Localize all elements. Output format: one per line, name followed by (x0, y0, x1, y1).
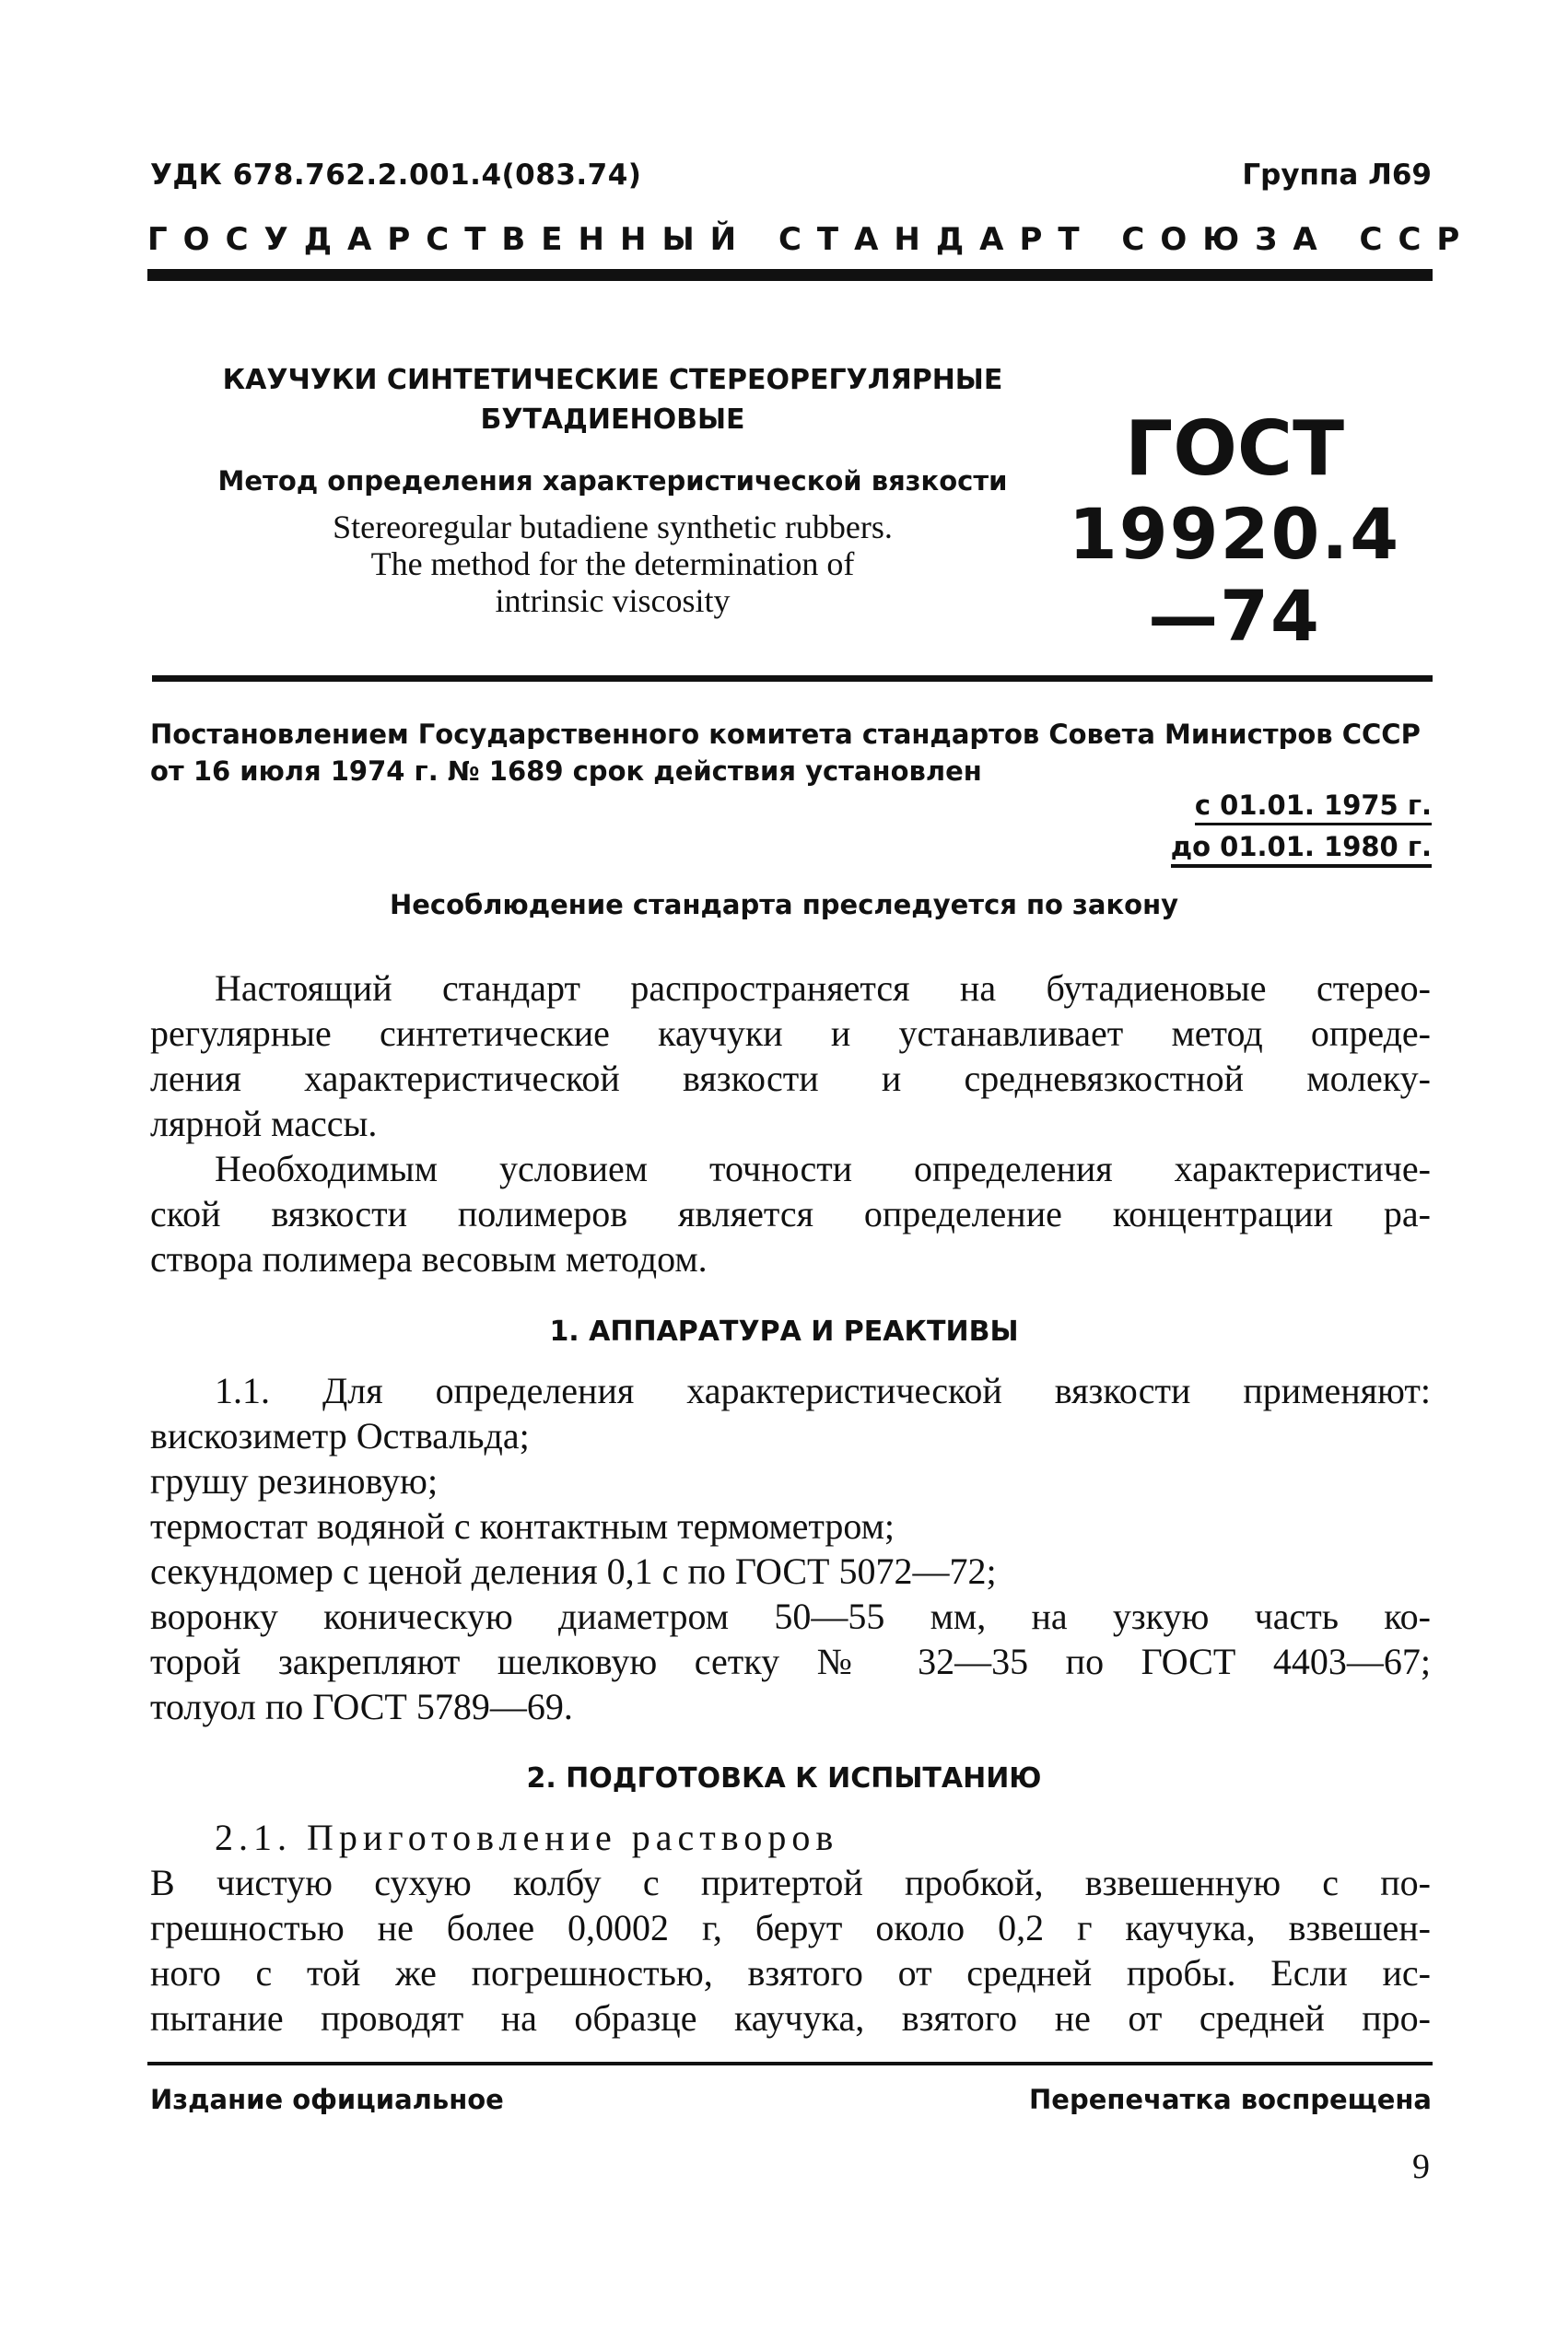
gost-label: ГОСТ (1124, 405, 1345, 493)
title-en-line3: intrinsic viscosity (495, 582, 731, 619)
gost-number: 19920.4—74 (1068, 493, 1401, 657)
udk-code: УДК 678.762.2.001.4(083.74) (150, 158, 642, 192)
law-notice: Несоблюдение стандарта преследуется по закону (389, 889, 1179, 920)
edition-note: Издание официальное (150, 2084, 504, 2115)
text-line: воронку коническую диаметром 50—55 мм, на узкую часть ко- (150, 1596, 1431, 1637)
section-1-heading: 1. АППАРАТУРА И РЕАКТИВЫ (549, 1316, 1019, 1348)
resolution-line2: от 16 июля 1974 г. № 1689 срок действия установлен (150, 755, 982, 787)
title-method: Метод определения характеристической вязкости (217, 465, 1008, 497)
text-line: ской вязкости полимеров является определение концентрации ра- (150, 1193, 1431, 1234)
text-line: пытание проводят на образце каучука, взятого не от средней про- (150, 1997, 1431, 2039)
intro-text (150, 965, 1431, 1281)
section-1-text (150, 1368, 1431, 1729)
title-en-line2: The method for the determination of (370, 545, 855, 582)
subsection-heading: 2.1. Приготовление растворов (215, 1817, 839, 1858)
validity-date-to: до 01.01. 1980 г. (1171, 831, 1432, 868)
text-line: Необходимым условием точности определения характеристиче- (215, 1148, 1431, 1189)
title-en-line1: Stereoregular butadiene synthetic rubbers. (333, 509, 893, 545)
validity-date-from: с 01.01. 1975 г. (1195, 790, 1432, 825)
section-2-heading: 2. ПОДГОТОВКА К ИСПЫТАНИЮ (526, 1762, 1042, 1795)
text-line: термостат водяной с контактным термометром; (150, 1505, 895, 1547)
section-2-text (150, 1815, 1431, 2041)
title-ru-line1: КАУЧУКИ СИНТЕТИЧЕСКИЕ СТЕРЕОРЕГУЛЯРНЫЕ (222, 364, 1003, 396)
header-rule (147, 269, 1433, 281)
text-line: грешностью не более 0,0002 г, берут около 0,2 г каучука, взвешен- (150, 1907, 1431, 1948)
reprint-note: Перепечатка воспрещена (1029, 2084, 1432, 2115)
title-ru-line2: БУТАДИЕНОВЫЕ (480, 404, 745, 436)
text-line: В чистую сухую колбу с притертой пробкой, взвешенную с по- (150, 1862, 1431, 1903)
text-line: толуол по ГОСТ 5789—69. (150, 1686, 573, 1727)
text-line: ного с той же погрешностью, взятого от средней пробы. Если ис- (150, 1952, 1431, 1994)
text-line: торой закрепляют шелковую сетку № 32—35 по ГОСТ 4403—67; (150, 1641, 1431, 1682)
group-code: Группа Л69 (1242, 158, 1432, 192)
title-rule (152, 675, 1433, 682)
text-line: вискозиметр Оствальда; (150, 1415, 530, 1456)
text-line: секундомер с ценой деления 0,1 с по ГОСТ 5072—72; (150, 1550, 997, 1592)
state-standard-banner: ГОСУДАРСТВЕННЫЙ СТАНДАРТ СОЮЗА ССР (147, 221, 1476, 258)
text-line: створа полимера весовым методом. (150, 1238, 708, 1280)
title-english (216, 509, 1009, 619)
text-line: регулярные синтетические каучуки и устанавливает метод опреде- (150, 1012, 1431, 1054)
text-line: 1.1. Для определения характеристической вязкости применяют: (215, 1370, 1431, 1411)
text-line: ления характеристической вязкости и средневязкостной молеку- (150, 1058, 1431, 1099)
page-number: 9 (1412, 2147, 1430, 2186)
footer-rule (147, 2062, 1433, 2065)
text-line: Настоящий стандарт распространяется на бутадиеновые стерео- (215, 967, 1431, 1009)
resolution-line1: Постановлением Государственного комитета стандартов Совета Министров СССР (150, 719, 1421, 750)
text-line: грушу резиновую; (150, 1460, 439, 1502)
text-line: лярной массы. (150, 1103, 378, 1144)
